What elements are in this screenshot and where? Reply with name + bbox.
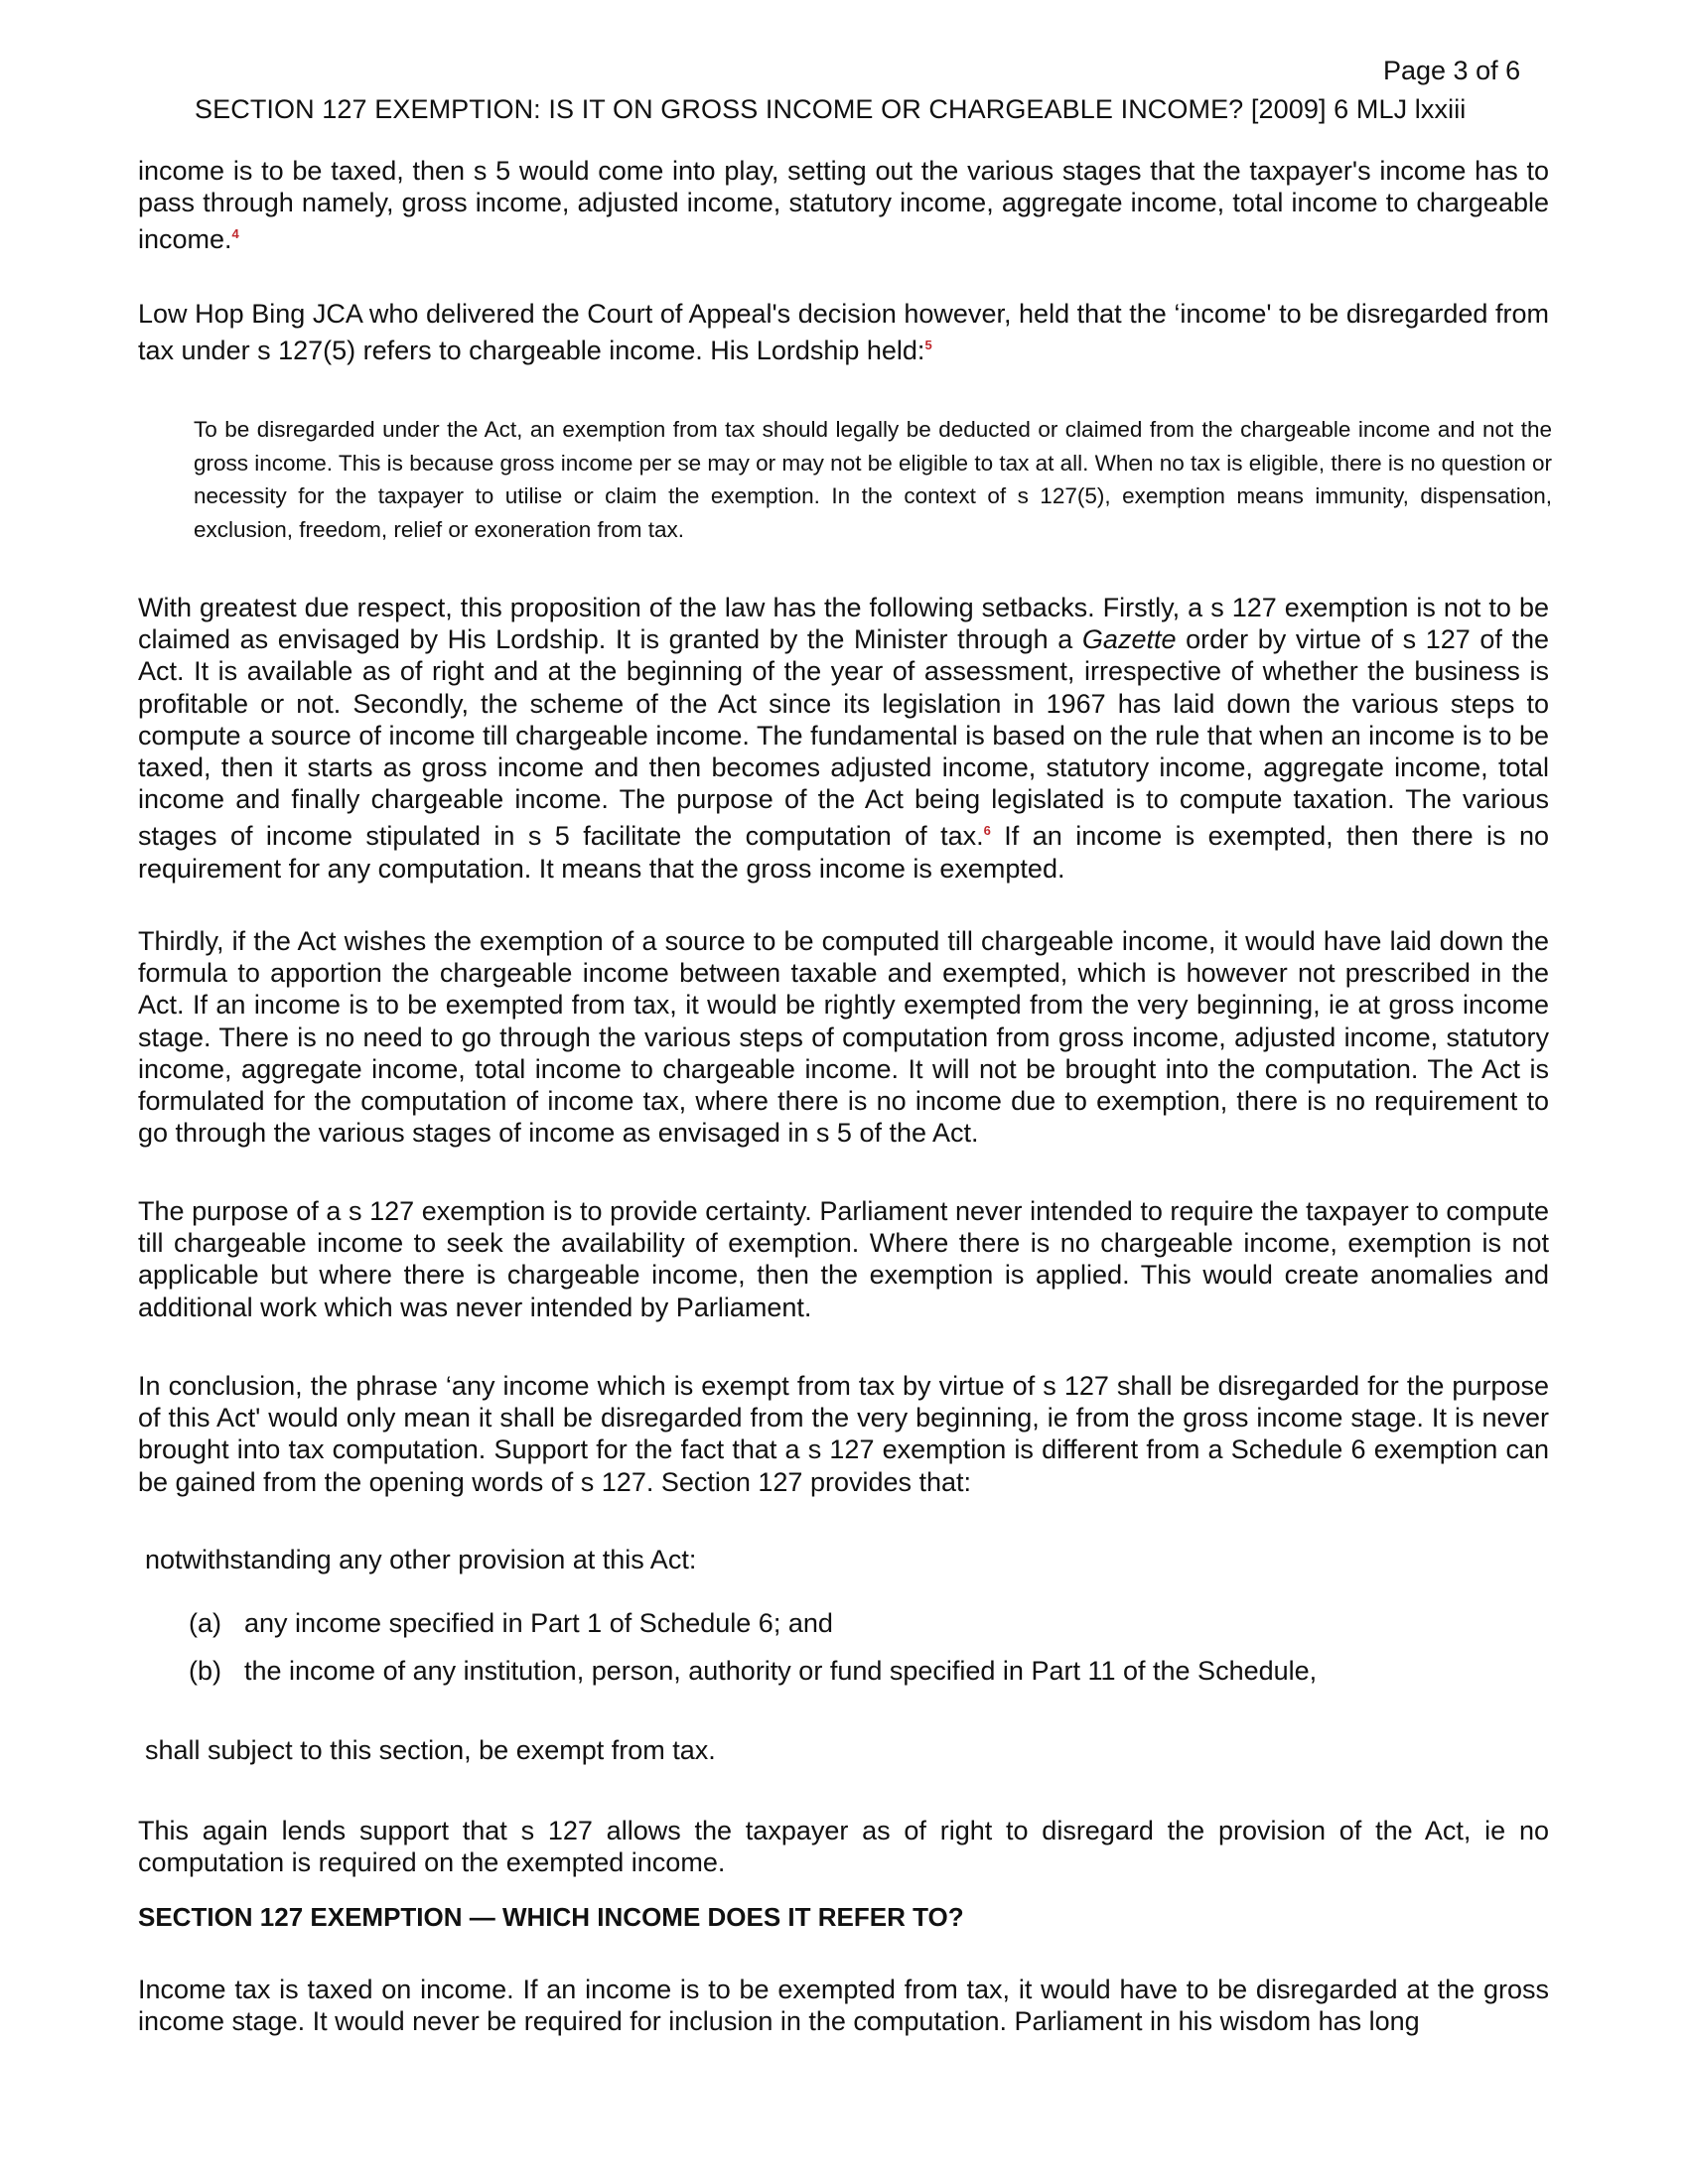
paragraph-4: Thirdly, if the Act wishes the exemption of a source to be computed till chargeable income, it would have laid down the formula to apportion the chargeable income between taxable and exempted, which is however not prescribed in the Act. If an income is to be exempted from tax, it would be rightly exempted from the very beginning, ie at gross income stage. There is no need to go through the various steps of computation from gross income, adjusted income, statutory income, aggregate income, total income to chargeable income. It will not be brought into the computation. The Act is formulated for the computation of income tax, where there is no income due to exemption, there is no requirement to go through the various stages of income as envisaged in s 5 of the Act.: [138, 926, 1549, 1149]
statute-item-b: [189, 1656, 1317, 1687]
section-heading: SECTION 127 EXEMPTION — WHICH INCOME DOES IT REFER TO?: [138, 1902, 964, 1932]
paragraph-1-text: income is to be taxed, then s 5 would come into play, setting out the various stages that the taxpayer's income has to pass through namely, gross income, adjusted income, statutory income, aggregate income, total income to chargeable income.: [138, 156, 1549, 255]
paragraph-3-text-a: With greatest due respect, this proposition of the law has the following setbacks. Firstly, a s 127 exemption is not to be claimed as envisaged by His Lordship. It is granted by the Minister through a: [138, 593, 1549, 655]
paragraph-5: The purpose of a s 127 exemption is to provide certainty. Parliament never intended to require the taxpayer to compute till chargeable income to seek the availability of exemption. Where there is no chargeable income, exemption is not applicable but where there is chargeable income, then the exemption is applied. This would create anomalies and additional work which was never intended by Parliament.: [138, 1196, 1549, 1322]
statute-item-a-text: any income specified in Part 1 of Schedule 6; and: [244, 1608, 833, 1638]
statute-intro: notwithstanding any other provision at this Act:: [145, 1545, 697, 1574]
paragraph-2-text: Low Hop Bing JCA who delivered the Court of Appeal's decision however, held that the ‘income' to be disregarded from tax under s 127(5) refers to chargeable income. His Lordship held:: [138, 299, 1549, 366]
paragraph-8: Income tax is taxed on income. If an income is to be exempted from tax, it would have to be disregarded at the gross income stage. It would never be required for inclusion in the computation. Parliament in his wisdom has long: [138, 1975, 1549, 2037]
paragraph-3-text-b: order by virtue of s 127 of the Act. It is available as of right and at the beginning of the year of assessment, irrespective of whether the business is profitable or not. Secondly, the scheme of the Act since its legislation in 1967 has laid down the various steps to compute a source of income till chargeable income. The fundamental is based on the rule that when an income is to be taxed, then it starts as gross income and then becomes adjusted income, statutory income, aggregate income, total income and finally chargeable income. The purpose of the Act being legislated is to compute taxation. The various stages of income stipulated in s 5 facilitate the computation of tax.: [138, 624, 1550, 852]
footnote-ref-4[interactable]: 4: [231, 226, 239, 242]
footnote-ref-6[interactable]: 6: [983, 823, 991, 839]
paragraph-3-text-c: If an income is exempted, then there is no requirement for any computation. It means that the gross income is exempted.: [138, 821, 1549, 884]
statute-item-a-label: (a): [189, 1608, 221, 1638]
statute-closing: shall subject to this section, be exempt from tax.: [145, 1735, 716, 1765]
statute-item-b-label: (b): [189, 1656, 221, 1686]
footnote-ref-5[interactable]: 5: [924, 338, 932, 353]
gazette-italic: Gazette: [1081, 624, 1177, 655]
statute-item-a: [189, 1608, 833, 1639]
paragraph-7: This again lends support that s 127 allows the taxpayer as of right to disregard the provision of the Act, ie no computation is required on the exempted income.: [138, 1816, 1549, 1878]
running-header-title: SECTION 127 EXEMPTION: IS IT ON GROSS INCOME OR CHARGEABLE INCOME? [2009] 6 MLJ lxxiii: [195, 94, 1467, 124]
statute-item-b-text: the income of any institution, person, authority or fund specified in Part 11 of the Schedule,: [244, 1656, 1318, 1686]
paragraph-2: [138, 298, 1549, 366]
paragraph-6: In conclusion, the phrase ‘any income which is exempt from tax by virtue of s 127 shall be disregarded for the purpose of this Act' would only mean it shall be disregarded from the very beginning, ie from the gross income stage. It is never brought into tax computation. Support for the fact that a s 127 exemption is different from a Schedule 6 exemption can be gained from the opening words of s 127. Section 127 provides that:: [138, 1371, 1549, 1497]
block-quote: To be disregarded under the Act, an exemption from tax should legally be deducted or claimed from the chargeable income and not the gross income. This is because gross income per se may or may not be eligible to tax at all. When no tax is eligible, there is no question or necessity for the taxpayer to utilise or claim the exemption. In the context of s 127(5), exemption means immunity, dispensation, exclusion, freedom, relief or exoneration from tax.: [194, 417, 1552, 542]
paragraph-1: [138, 155, 1549, 256]
paragraph-3: [138, 592, 1549, 885]
page-number: Page 3 of 6: [1383, 56, 1521, 85]
